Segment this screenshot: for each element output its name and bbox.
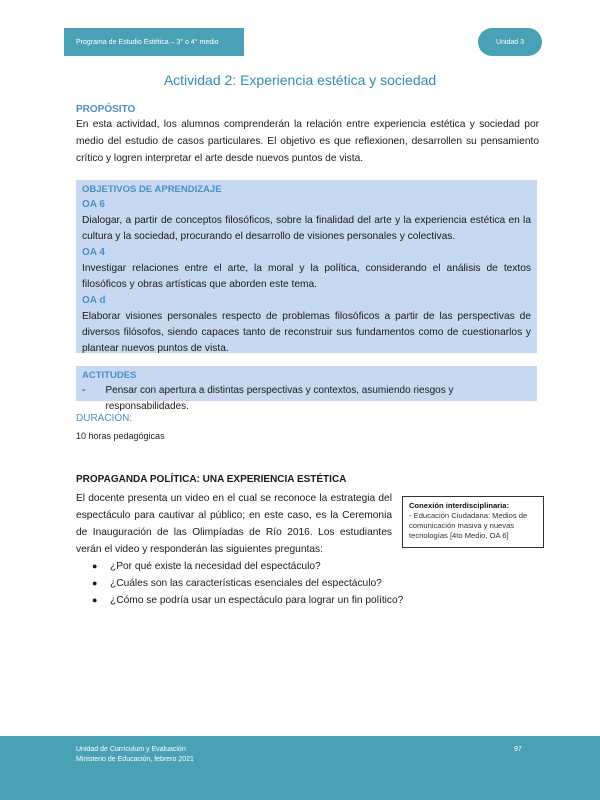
header-program-bar — [64, 28, 244, 56]
attitude-dash: - — [82, 385, 86, 396]
attitudes-box — [76, 366, 537, 412]
purpose-heading: PROPÓSITO — [76, 104, 136, 115]
unit-badge — [478, 28, 542, 56]
objective-code: OA 6 — [82, 199, 105, 210]
propaganda-body: El docente presenta un video en el cual se reconoce la estrategia del espectáculo para cautivar al público; en este caso, es la Ceremonia de Inauguración de las Olimpíadas de Río 2016. Los estudiantes verán el video y responderán las siguientes preguntas: — [76, 493, 392, 555]
question-text: ¿Cuáles son las características esenciales del espectáculo? — [110, 578, 382, 589]
bullet-icon: ● — [92, 561, 98, 571]
page-title: Actividad 2: Experiencia estética y sociedad — [163, 72, 437, 88]
unit-label: Unidad 3 — [495, 38, 525, 46]
objective-text: Dialogar, a partir de conceptos filosóficos, sobre la finalidad del arte y la experiencia estética en la cultura y la sociedad, procurando el desarrollo de visiones personales y colectivas. — [82, 215, 531, 242]
page-number: 97 — [514, 746, 522, 753]
duration-label: DURACIÓN: — [76, 413, 133, 424]
list-item — [92, 558, 532, 575]
footer-bar — [0, 736, 600, 800]
objectives-heading: OBJETIVOS DE APRENDIZAJE — [82, 184, 222, 195]
objective-code: OA d — [82, 295, 106, 306]
objective-code: OA 4 — [82, 247, 105, 258]
connection-text: - Educación Ciudadana: Medios de comunicación masiva y nuevas tecnologías [4to Medio, OA 6] — [409, 511, 528, 540]
duration-text: 10 horas pedagógicas — [76, 431, 165, 441]
connection-title: Conexión interdisciplinaria: — [409, 501, 510, 510]
footer-unit: Unidad de Currículum y Evaluación — [76, 746, 186, 753]
bullet-icon: ● — [92, 578, 98, 588]
objective-text: Investigar relaciones entre el arte, la moral y la política, considerando el análisis de textos filosóficos y obras artísticas que aborden este tema. — [82, 263, 531, 290]
propaganda-title: PROPAGANDA POLÍTICA: UNA EXPERIENCIA ESTÉTICA — [76, 474, 347, 485]
footer-ministry: Ministerio de Educación, febrero 2021 — [76, 756, 194, 763]
attitude-text: Pensar con apertura a distintas perspectivas y contextos, asumiendo riesgos y responsabilidades. — [105, 385, 454, 412]
header-program-label: Programa de Estudio Estética – 3° o 4° medio — [76, 38, 219, 46]
attitude-item — [82, 383, 531, 415]
interdisciplinary-connection-box — [402, 496, 544, 548]
question-text: ¿Cómo se podría usar un espectáculo para lograr un fin político? — [110, 595, 404, 606]
bullet-icon: ● — [92, 595, 98, 605]
objective-text: Elaborar visiones personales respecto de problemas filosóficos a partir de las perspectivas de diversos filósofos, siendo capaces tanto de reconstruir sus fundamentos como de cuestionarlos y plantear nuevos puntos de vista. — [82, 311, 531, 354]
list-item — [92, 592, 532, 609]
attitudes-heading: ACTITUDES — [82, 370, 137, 381]
questions-list — [92, 558, 532, 609]
list-item — [92, 575, 532, 592]
purpose-text: En esta actividad, los alumnos comprenderán la relación entre experiencia estética y sociedad por medio del estudio de casos particulares. El objetivo es que reflexionen, desarrollen su pensamiento crítico y logren interpretar el arte desde nuevos puntos de vista. — [76, 119, 539, 164]
question-text: ¿Por qué existe la necesidad del espectáculo? — [110, 561, 321, 572]
objectives-box — [76, 180, 537, 353]
